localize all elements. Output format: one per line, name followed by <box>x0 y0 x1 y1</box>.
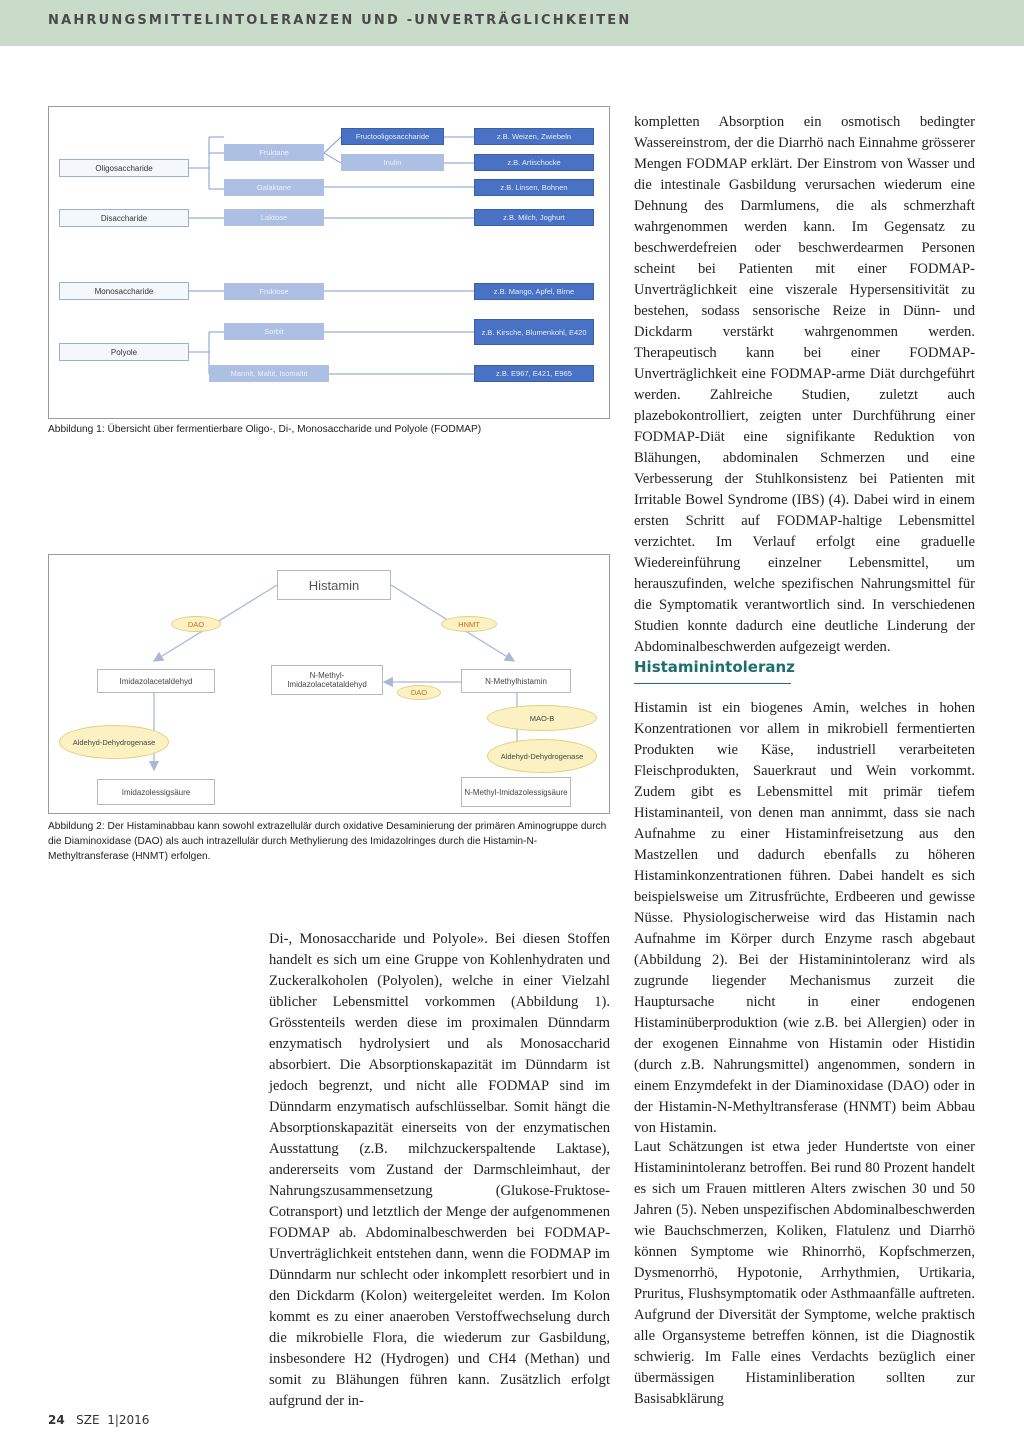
node-imidazolessigsaeure: Imidazolessigsäure <box>97 779 215 805</box>
item-fruktane: Fruktane <box>224 144 324 161</box>
node-n-methyl-imidazolacetataldehyd: N-Methyl-Imidazolacetataldehyd <box>271 665 383 695</box>
figure-1 <box>48 106 610 419</box>
enzyme-dao-2: DAO <box>397 685 441 700</box>
item-mannit: Mannit, Maltit, Isomaltit <box>209 365 329 382</box>
example-5: z.B. Kirsche, Blumenkohl, E420 <box>474 319 594 345</box>
category-disaccharide: Disaccharide <box>59 209 189 227</box>
body-text-right-bottom: Histamin ist ein biogenes Amin, welches in hohen Konzentrationen vor allem in mikrobiell fermentierten Produkten wie Käse, industriell verarbeiteten Fleischprodukten, Sauerkraut und Wein vorkommt. Zudem gibt es Lebensmittel mit primär tiefem Histaminanteil, von denen man annimmt, dass sie nach Aufnahme zu einer Histaminfreisetzung aus den Mastzellen und dadurch ebenfalls zu höheren Histaminkonzentrationen führen. Dabei handelt es sich beispielsweise um Zitrusfrüchte, Erdbeeren und gewisse Nüsse. Physiologischerweise wird das Histamin nach Aufnahme im Körper durch Enzyme rasch abgebaut (Abbildung 2). Bei der Histaminintoleranz wird als zugrunde liegender Mechanismus zurzeit die Hauptursache nicht in einer endogenen Histaminüberproduktion (wie z.B. bei Allergien) oder in der exogenen Einnahme von Histamin oder Histidin (durch z.B. Nahrungsmittel) angenommen, sondern in einem Enzymdefekt in der Diaminoxidase (DAO) oder in der Histamin-N-Methyltransferase (HNMT) beim Abbau von Histamin. <box>634 700 975 1136</box>
item-sorbit: Sorbit <box>224 323 324 340</box>
enzyme-hnmt: HNMT <box>441 616 497 632</box>
body-text-right-top: kompletten Absorption ein osmotisch bedingter Wassereinstrom, der die Diarrhö nach Einnahme grösserer Mengen FODMAP erklärt. Der Einstrom von Wasser und die intestinale Gasbildung verursachen wiederum eine Dehnung des Darmlumens, die als schmerzhaft wahrgenommen werden kann. Im Gegensatz zu beschwerdefreien oder beschwerdearmen Personen scheint bei Patienten mit einer FODMAP-Unverträglichkeit eine viszerale Hypersensitivität zu bestehen, sodass sensorische Reize in Dünn- und Dickdarm verstärkt wahrgenommen werden. Therapeutisch kann bei einer FODMAP-Unverträglichkeit eine FODMAP-arme Diät durchgeführt werden. Zahlreiche Studien, zuletzt auch plazebokontrolliert, zeigten unter Durchführung einer FODMAP-Diät eine signifikante Reduktion von Blähungen, abdominalen Schmerzen und eine Verbesserung der Stuhlkonsistenz bei Patienten mit Irritable Bowel Syndrome (IBS) (4). Dabei wird in einem ersten Schritt auf FODMAP-haltige Lebensmittel verzichtet. Im Verlauf erfolgt eine graduelle Wiedereinführung einzelner Lebensmittel, um herauszufinden, welche spezifischen Nahrungsmittel für die Symptomatik verantwortlich sind. In verschiedenen Studien konnte dadurch eine deutliche Linderung der Abdominalbeschwerden aufgezeigt werden. <box>634 114 975 655</box>
category-monosaccharide: Monosaccharide <box>59 282 189 300</box>
example-4: z.B. Mango, Apfel, Birne <box>474 283 594 300</box>
item-fruktose: Fruktose <box>224 283 324 300</box>
body-text-left: Di-, Monosaccharide und Polyole». Bei diesen Stoffen handelt es sich um eine Gruppe von Kohlenhydraten und Zuckeralkoholen (Polyolen), welche in einer Vielzahl üblicher Lebensmittel vorkommen (Abbildung 1). Grösstenteils werden diese im proximalen Dünndarm enzymatisch hydrolysiert und als Monosaccharid absorbiert. Die Absorptionskapazität im Dünndarm ist jedoch begrenzt, und nicht alle FODMAP sind im Dünndarm enzymatisch aufschlüsselbar. Somit hängt die Absorptionskapazität einerseits von der enzymatischen Ausstattung (z.B. milchzuckerspaltende Laktase), andererseits vom Zustand der Darmschleimhaut, der Nahrungszusammensetzung (Glukose-Fruktose-Cotransport) und letztlich der Menge der aufgenommenen FODMAP ab. Abdominalbeschwerden bei FODMAP-Unverträglichkeit entstehen dann, wenn die FODMAP im Dünndarm nur schlecht oder inkomplett resorbiert und in den Dickdarm (Kolon) weitergeleitet werden. Im Kolon kommt es zu einer anaeroben Verstoffwechselung durch die mikrobielle Flora, die wiederum zur Gasbildung, insbesondere H2 (Hydrogen) und CH4 (Methan) und somit zu Blähungen führen kann. Zusätzlich erfolgt aufgrund der in- <box>269 931 610 1409</box>
body-text-right-bottom-2: Laut Schätzungen ist etwa jeder Hundertste von einer Histaminintoleranz betroffen. Bei rund 80 Prozent handelt es sich um Frauen mittleren Alters zwischen 30 und 50 Jahren (5). Neben unspezifischen Abdominalbeschwerden wie Bauchschmerzen, Koliken, Flatulenz und Diarrhö können Symptome wie Rhinorrhö, Kopfschmerzen, Dysmenorrhö, Hypotonie, Arrhythmien, Urtikaria, Pruritus, Flushsymptomatik oder Asthmaanfälle auftreten. Aufgrund der Diversität der Symptome, welche praktisch alle Organsysteme betreffen können, ist die Diagnostik schwierig. Im Falle eines Verdachts bezüglich einer übermässigen Histaminliberation sollten zur Basisabklärung <box>634 1139 975 1407</box>
figure-2-caption: Abbildung 2: Der Histaminabbau kann sowohl extrazellulär durch oxidative Desaminierung der primären Aminogruppe durch die Diaminoxidase (DAO) als auch intrazellulär durch Methylierung des Imidazolringes durch die Histamin-N-Methyltransferase (HNMT) erfolgen. <box>48 821 607 862</box>
example-2: z.B. Linsen, Bohnen <box>474 179 594 196</box>
page-footer <box>48 1413 149 1427</box>
section-heading: Histaminintoleranz <box>634 658 795 676</box>
category-polyole: Polyole <box>59 343 189 361</box>
example-1: z.B. Artischocke <box>474 154 594 171</box>
journal-issue: 1|2016 <box>107 1413 150 1427</box>
heading-rule <box>634 683 791 684</box>
item-inulin: Inulin <box>341 154 444 171</box>
page-number: 24 <box>48 1413 65 1427</box>
example-6: z.B. E967, E421, E965 <box>474 365 594 382</box>
node-imidazolacetaldehyd: Imidazolacetaldehyd <box>97 669 215 693</box>
category-oligosaccharide: Oligosaccharide <box>59 159 189 177</box>
enzyme-aldehyd-dehydrogenase-right: Aldehyd-Dehydrogenase <box>487 739 597 773</box>
item-laktose: Laktose <box>224 209 324 226</box>
enzyme-mao-b: MAO-B <box>487 705 597 731</box>
journal-name: SZE <box>76 1413 100 1427</box>
running-head: NAHRUNGSMITTELINTOLERANZEN UND -UNVERTRÄGLICHKEITEN <box>48 13 632 28</box>
enzyme-dao: DAO <box>171 616 221 632</box>
figure-1-caption: Abbildung 1: Übersicht über fermentierbare Oligo-, Di-, Monosaccharide und Polyole (FODMAP) <box>48 424 482 435</box>
item-galaktane: Galaktane <box>224 179 324 196</box>
node-histamin: Histamin <box>277 570 391 600</box>
enzyme-aldehyd-dehydrogenase-left: Aldehyd-Dehydrogenase <box>59 725 169 759</box>
header-band <box>0 0 1024 46</box>
example-0: z.B. Weizen, Zwiebeln <box>474 128 594 145</box>
node-n-methylhistamin: N-Methylhistamin <box>461 669 571 693</box>
example-3: z.B. Milch, Joghurt <box>474 209 594 226</box>
figure-2 <box>48 554 610 814</box>
node-n-methyl-imidazolessigsaeure: N-Methyl-Imidazolessigsäure <box>461 777 571 807</box>
item-fructooligosaccharide: Fructooligosaccharide <box>341 128 444 145</box>
